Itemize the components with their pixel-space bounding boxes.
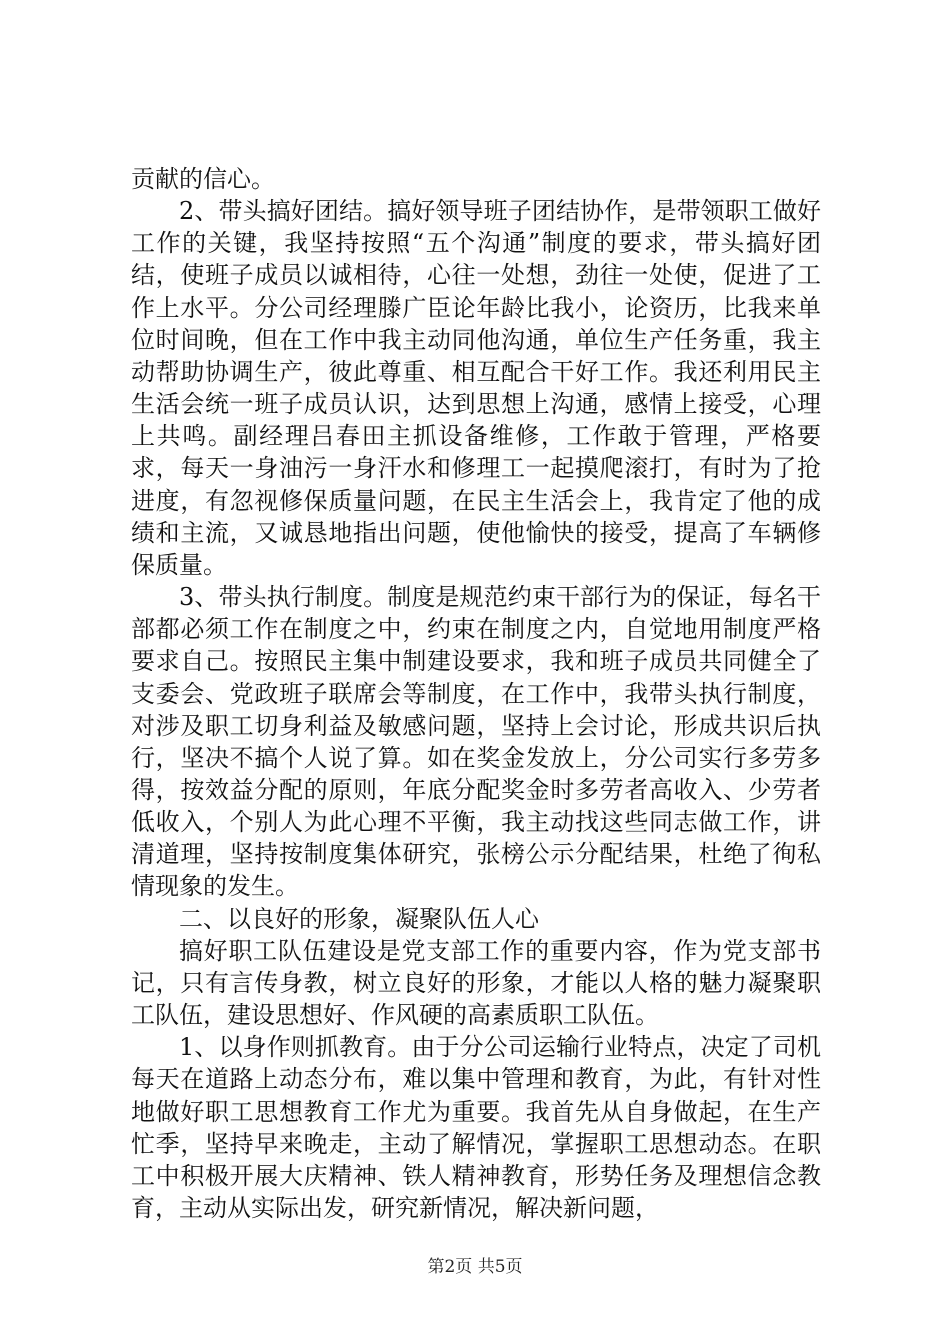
section-heading: 二、以良好的形象，凝聚队伍人心 bbox=[179, 904, 539, 933]
paragraph-system: 3、带头执行制度。制度是规范约束干部行为的保证，每名干部都必须工作在制度之中，约束在制度之内，自觉地用制度严格要求自己。按照民主集中制建设要求，我和班子成员共同健全了支委会、党政班子联席会等制度，在工作中，我带头执行制度，对涉及职工切身利益及敏感问题，坚持上会讨论，形成共识后执行，坚决不搞个人说了算。如在奖金发放上，分公司实行多劳多得，按效益分配的原则，年底分配奖金时多劳者高收入、少劳者低收入，个别人为此心理不平衡，我主动找这些同志做工作，讲清道理，坚持按制度集体研究，张榜公示分配结果，杜绝了徇私情现象的发生。 bbox=[131, 583, 821, 901]
document-body bbox=[131, 163, 821, 1224]
paragraph-continuation: 贡献的信心。 bbox=[131, 165, 275, 193]
page-footer: 第2页 共5页 bbox=[427, 1257, 523, 1277]
paragraph-unity: 2、带头搞好团结。搞好领导班子团结协作，是带领职工做好工作的关键，我坚持按照“五个沟通”制度的要求，带头搞好团结，使班子成员以诚相待，心往一处想，劲往一处使，促进了工作上水平。分公司经理滕广臣论年龄比我小，论资历，比我来单位时间晚，但在工作中我主动同他沟通，单位生产任务重，我主动帮助协调生产，彼此尊重、相互配合干好工作。我还利用民主生活会统一班子成员认识，达到思想上沟通，感情上接受，心理上共鸣。副经理吕春田主抓设备维修，工作敢于管理，严格要求，每天一身油污一身汗水和修理工一起摸爬滚打，有时为了抢进度，有忽视修保质量问题，在民主生活会上，我肯定了他的成绩和主流，又诚恳地指出问题，使他愉快的接受，提高了车辆修保质量。 bbox=[131, 197, 821, 579]
paragraph-team-building: 搞好职工队伍建设是党支部工作的重要内容，作为党支部书记，只有言传身教，树立良好的形象，才能以人格的魅力凝聚职工队伍，建设思想好、作风硬的高素质职工队伍。 bbox=[131, 936, 821, 1030]
paragraph-education: 1、以身作则抓教育。由于分公司运输行业特点，决定了司机每天在道路上动态分布，难以集中管理和教育，为此，有针对性地做好职工思想教育工作尤为重要。我首先从自身做起，在生产忙季，坚持早来晚走，主动了解情况，掌握职工思想动态。在职工中积极开展大庆精神、铁人精神教育，形势任务及理想信念教育，主动从实际出发，研究新情况，解决新问题， bbox=[131, 1033, 821, 1222]
